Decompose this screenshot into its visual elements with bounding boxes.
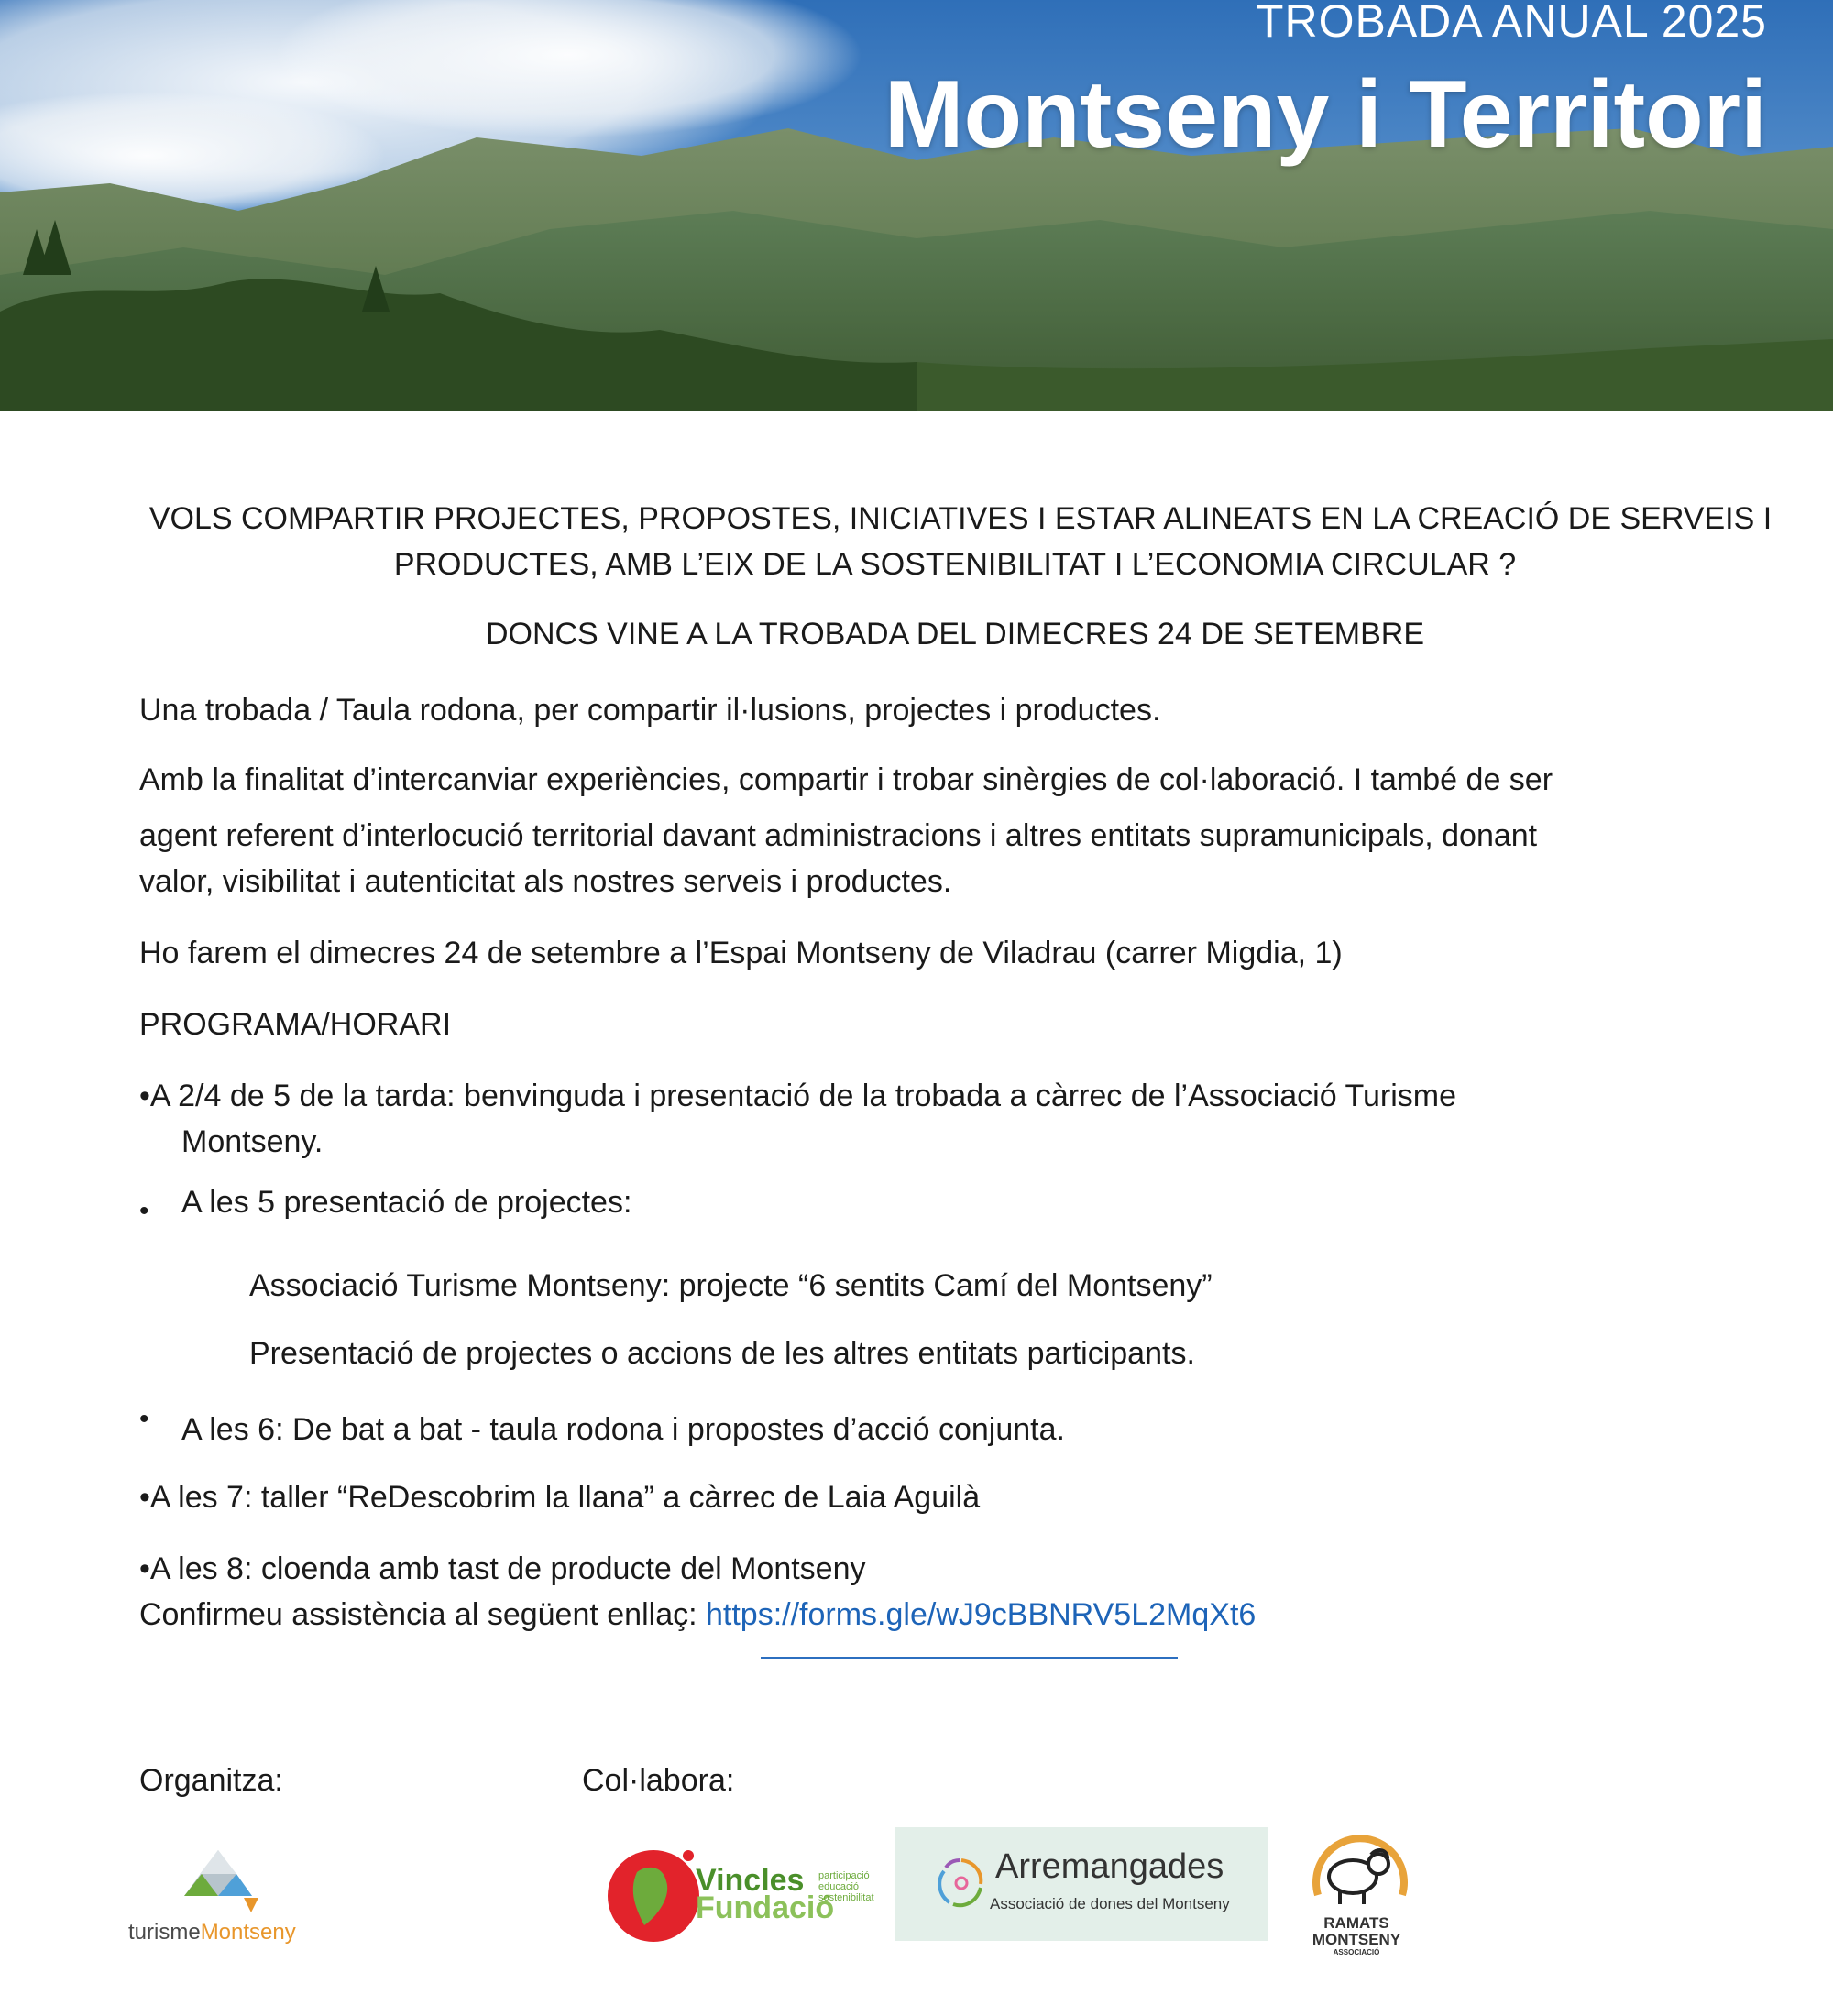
fundacio-text: Fundació: [696, 1890, 835, 1925]
program-title: PROGRAMA/HORARI: [139, 1007, 452, 1042]
sheep-icon: [1305, 1827, 1415, 1919]
associacio-text: ASSOCIACIÓ: [1333, 1948, 1380, 1956]
collaborator-label: Col·labora:: [582, 1763, 735, 1798]
arremangades-text: Arremangades: [995, 1847, 1224, 1886]
paragraph-purpose-line-1: Amb la finalitat d’intercanviar experiències, compartir i trobar sinèrgies de col·laboració. I també de ser: [139, 762, 1553, 797]
ramats-text: RAMATS: [1323, 1914, 1389, 1932]
hero-banner: [0, 0, 1833, 411]
paragraph-location: Ho farem el dimecres 24 de setembre a l’Espai Montseny de Viladrau (carrer Migdia, 1): [139, 936, 1343, 970]
question-line-2: PRODUCTES, AMB L’EIX DE LA SOSTENIBILITAT I L’ECONOMIA CIRCULAR ?: [393, 547, 1517, 582]
invite-line: DONCS VINE A LA TROBADA DEL DIMECRES 24 DE SETEMBRE: [485, 617, 1425, 652]
arremangades-subtitle: Associació de dones del Montseny: [990, 1895, 1230, 1912]
link-underline: [761, 1657, 1178, 1659]
question-line-1: VOLS COMPARTIR PROJECTES, PROPOSTES, INICIATIVES I ESTAR ALINEATS EN LA CREACIÓ DE SERVEIS I: [148, 501, 1773, 536]
program-subitem-2: Presentació de projectes o accions de les altres entitats participants.: [249, 1336, 1195, 1371]
program-item-5: •A les 8: cloenda amb tast de producte del Montseny: [139, 1551, 866, 1586]
arremangades-logo: [895, 1827, 1268, 1941]
splash-icon: [600, 1837, 710, 1947]
paragraph-purpose-line-3: valor, visibilitat i autenticitat als nostres serveis i productes.: [139, 864, 952, 899]
rsvp-line: [139, 1592, 1256, 1638]
program-item-1-line-1: •A 2/4 de 5 de la tarda: benvinguda i presentació de la trobada a càrrec de l’Associació Turisme: [139, 1079, 1456, 1113]
event-title: Montseny i Territori: [884, 61, 1767, 168]
vincles-tag-3: sostenibilitat: [818, 1892, 874, 1903]
paragraph-purpose-line-2: agent referent d’interlocució territorial davant administracions i altres entitats supramunicipals, donant: [139, 818, 1538, 853]
vincles-fundacio-logo: [600, 1837, 875, 1947]
bullet-icon: •: [139, 1196, 149, 1226]
montseny-text: Montseny: [200, 1920, 296, 1945]
program-subitem-1: Associació Turisme Montseny: projecte “6 sentits Camí del Montseny”: [249, 1268, 1213, 1303]
montseny-text: MONTSENY: [1312, 1931, 1401, 1948]
ramats-montseny-logo: [1292, 1827, 1421, 1965]
rsvp-link[interactable]: https://forms.gle/wJ9cBBNRV5L2MqXt6: [706, 1597, 1257, 1632]
program-item-2: A les 5 presentació de projectes:: [181, 1185, 632, 1220]
organizer-label: Organitza:: [139, 1763, 283, 1798]
program-item-4: •A les 7: taller “ReDescobrim la llana” a càrrec de Laia Aguilà: [139, 1480, 981, 1515]
paragraph-intro: Una trobada / Taula rodona, per compartir il·lusions, projectes i productes.: [139, 693, 1161, 728]
bullet-icon: •: [139, 1404, 149, 1434]
swirl-icon: [929, 1851, 993, 1915]
turisme-text: turisme: [128, 1920, 201, 1945]
vincles-tag-2: educació: [818, 1881, 860, 1892]
turisme-montseny-logo: [128, 1846, 312, 1956]
program-item-1-line-2: Montseny.: [181, 1124, 324, 1159]
vincles-tag-1: participació: [818, 1870, 870, 1881]
event-kicker: TROBADA ANUAL 2025: [1255, 0, 1767, 47]
rsvp-label: Confirmeu assistència al següent enllaç:: [139, 1597, 706, 1632]
program-item-3: A les 6: De bat a bat - taula rodona i propostes d’acció conjunta.: [181, 1412, 1065, 1447]
vincles-text: Vincles: [696, 1863, 805, 1898]
mountain-triangle-icon: [128, 1846, 312, 1920]
